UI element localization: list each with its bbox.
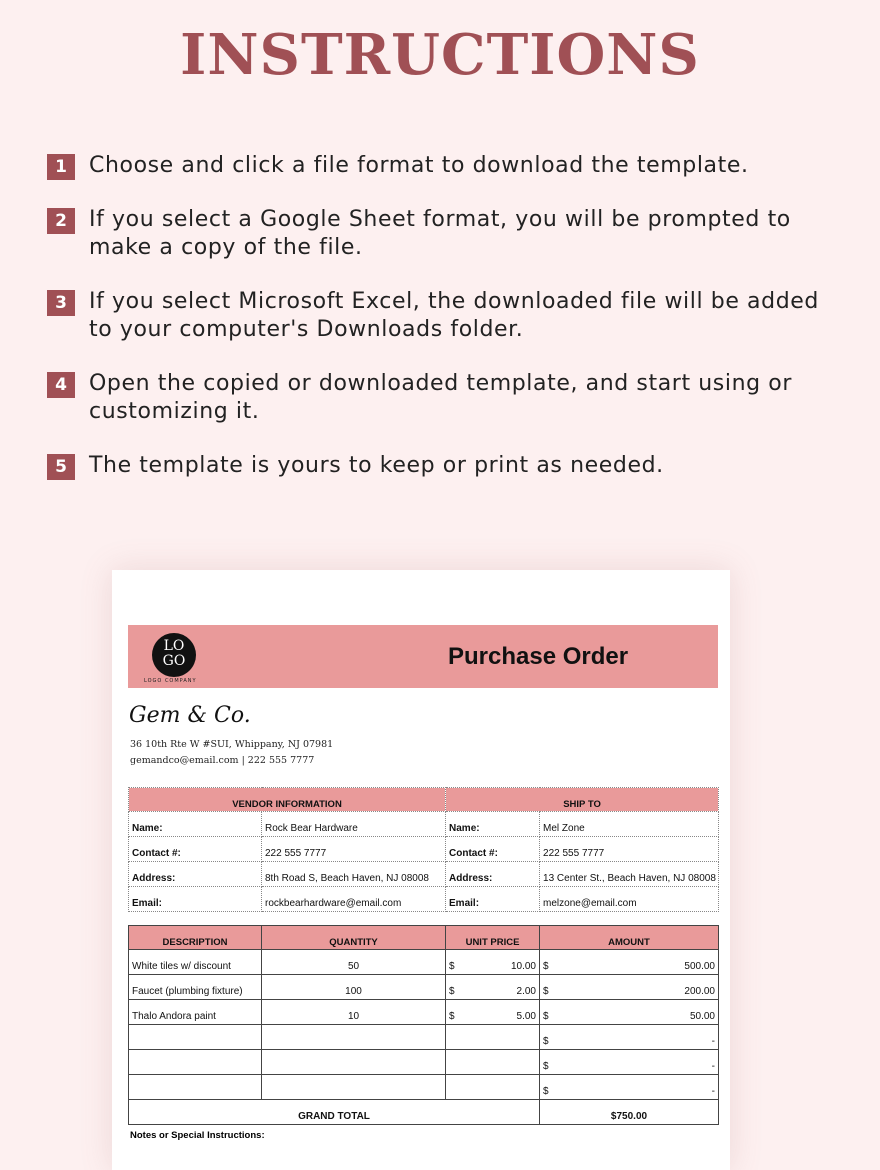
ship-field-label: Name: [446,812,540,837]
info-row [129,862,719,887]
notes-label: Notes or Special Instructions: [130,1130,265,1141]
item-amount: $ - [540,1025,719,1050]
item-description: Faucet (plumbing fixture) [129,975,262,1000]
ship-field-value: 13 Center St., Beach Haven, NJ 08008 [540,862,719,887]
item-amount: $ - [540,1050,719,1075]
ship-field-value: 222 555 7777 [540,837,719,862]
step-number: 3 [47,290,75,316]
ship-field-value: Mel Zone [540,812,719,837]
logo-caption: LOGO COMPANY [144,678,197,684]
step-number: 1 [47,154,75,180]
vendor-field-value: 8th Road S, Beach Haven, NJ 08008 [262,862,446,887]
vendor-field-label: Name: [129,812,262,837]
ship-field-label: Contact #: [446,837,540,862]
vendor-field-value: Rock Bear Hardware [262,812,446,837]
ship-field-label: Address: [446,862,540,887]
grand-total-value: $750.00 [540,1100,719,1125]
ship-field-label: Email: [446,887,540,912]
info-row [129,837,719,862]
info-row [129,887,719,912]
step-text: Open the copied or downloaded template, and start using or customizing it. [89,371,792,424]
instruction-list [47,152,847,506]
document-heading: Purchase Order [448,643,629,670]
items-table [128,925,719,1125]
company-name: Gem & Co. [129,703,251,728]
item-unit-price: $ 2.00 [446,975,540,1000]
grand-total-label: GRAND TOTAL [129,1100,540,1125]
step-number: 2 [47,208,75,234]
item-description [129,1050,262,1075]
item-description [129,1075,262,1100]
instruction-step [47,152,847,180]
item-description [129,1025,262,1050]
instruction-step [47,370,847,426]
page-title: INSTRUCTIONS [180,22,700,88]
item-unit-price: $ 10.00 [446,950,540,975]
grand-total-row [129,1100,719,1125]
item-unit-price [446,1050,540,1075]
step-number: 5 [47,454,75,480]
step-text: Choose and click a file format to download the template. [89,153,749,178]
item-unit-price [446,1025,540,1050]
vendor-ship-table [128,787,719,912]
vendor-field-value: rockbearhardware@email.com [262,887,446,912]
logo: LO GO [152,633,196,677]
instruction-step [47,206,847,262]
step-text: If you select Microsoft Excel, the downloaded file will be added to your computer's Downloads folder. [89,289,819,342]
step-text: The template is yours to keep or print as needed. [89,453,664,478]
item-unit-price: $ 5.00 [446,1000,540,1025]
item-amount: $ 200.00 [540,975,719,1000]
step-number: 4 [47,372,75,398]
item-amount: $ - [540,1075,719,1100]
instruction-step [47,288,847,344]
vendor-field-value: 222 555 7777 [262,837,446,862]
item-description: White tiles w/ discount [129,950,262,975]
company-address: 36 10th Rte W #SUI, Whippany, NJ 07981 [130,739,334,750]
header-band [128,625,718,688]
col-quantity: QUANTITY [262,926,446,950]
item-unit-price [446,1075,540,1100]
item-row [129,950,719,975]
item-row [129,1050,719,1075]
item-quantity [262,1050,446,1075]
step-text: If you select a Google Sheet format, you will be prompted to make a copy of the file. [89,207,791,260]
item-quantity: 10 [262,1000,446,1025]
item-row [129,1025,719,1050]
vendor-field-label: Address: [129,862,262,887]
ship-field-value: melzone@email.com [540,887,719,912]
item-amount: $ 50.00 [540,1000,719,1025]
vendor-field-label: Contact #: [129,837,262,862]
item-row [129,975,719,1000]
item-description: Thalo Andora paint [129,1000,262,1025]
info-row [129,812,719,837]
item-quantity: 50 [262,950,446,975]
item-amount: $ 500.00 [540,950,719,975]
purchase-order-preview [112,570,730,1170]
item-row [129,1000,719,1025]
item-quantity [262,1075,446,1100]
vendor-field-label: Email: [129,887,262,912]
col-amount: AMOUNT [540,926,719,950]
instruction-step [47,452,847,480]
vendor-header: VENDOR INFORMATION [129,788,446,812]
col-unit-price: UNIT PRICE [446,926,540,950]
ship-header: SHIP TO [446,788,719,812]
item-quantity [262,1025,446,1050]
company-contact: gemandco@email.com | 222 555 7777 [130,755,315,766]
col-description: DESCRIPTION [129,926,262,950]
item-row [129,1075,719,1100]
item-quantity: 100 [262,975,446,1000]
